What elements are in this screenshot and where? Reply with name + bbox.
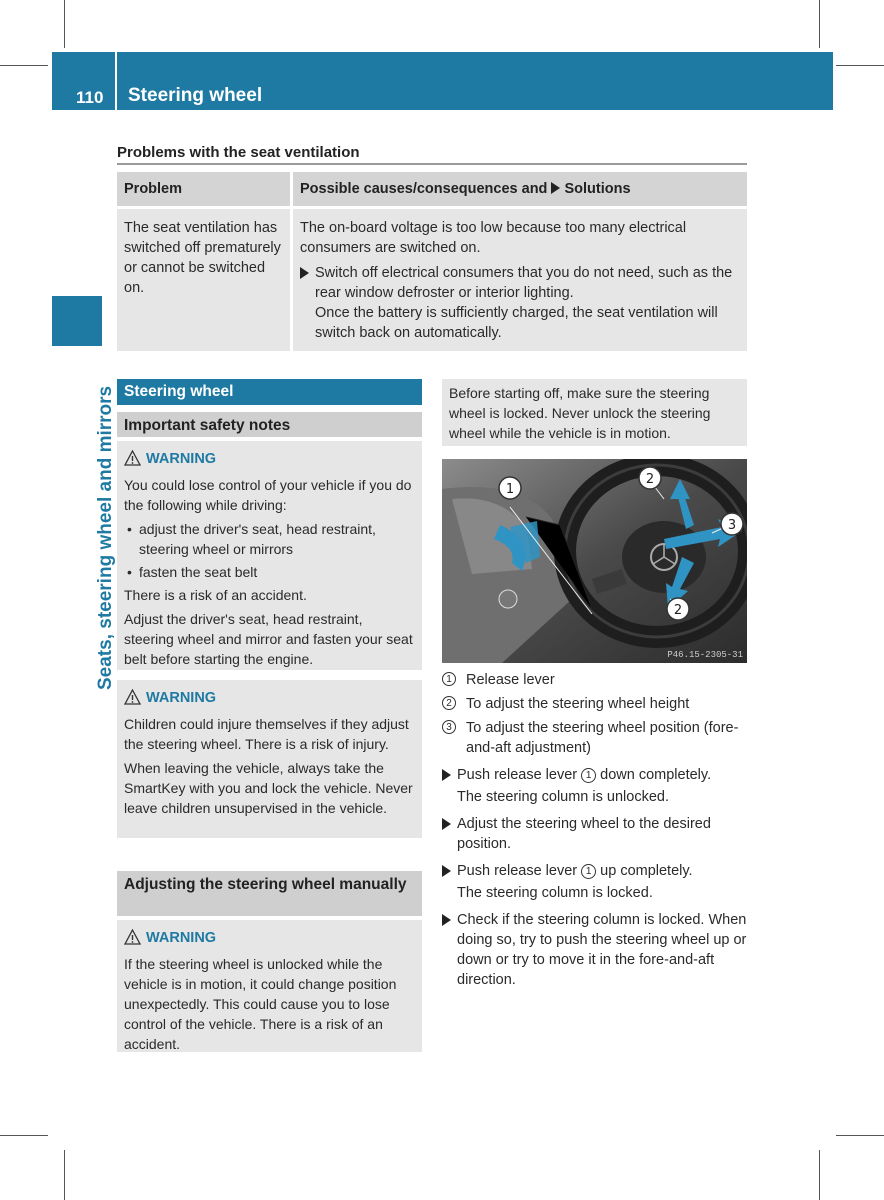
warning-box-children: [117, 680, 422, 838]
warning-box-unlocked: [117, 920, 422, 1052]
legend-item: [442, 718, 747, 758]
step-arrow-icon: [442, 914, 451, 926]
crop-mark: [819, 0, 820, 48]
step-result: The steering column is locked.: [457, 885, 653, 901]
instruction-step: [442, 861, 747, 903]
warning-label: WARNING: [146, 930, 217, 946]
step-text-end: up completely.: [600, 863, 693, 879]
step-arrow-icon: [442, 769, 451, 781]
solution-cell: [292, 208, 748, 352]
solution-note: Once the battery is sufficiently charged, the seat ventilation will switch back on automatically.: [315, 305, 718, 341]
instruction-step: [442, 910, 747, 990]
steering-wheel-heading: Steering wheel: [117, 379, 422, 405]
table-header-row: [117, 172, 747, 208]
step-arrow-icon: [442, 818, 451, 830]
step-text: Check if the steering column is locked. When doing so, try to push the steering wheel up or down or try to move it in the fore-and-aft direction.: [457, 912, 747, 988]
info-note: Before starting off, make sure the steering wheel is locked. Never unlock the steering wheel while the vehicle is in motion.: [442, 379, 747, 446]
list-item: • fasten the seat belt: [124, 562, 415, 582]
crop-mark: [819, 1150, 820, 1200]
cause-text: The on-board voltage is too low because too many electrical consumers are switched on.: [300, 220, 687, 256]
warning-triangle-icon: [124, 689, 146, 711]
svg-text:1: 1: [505, 482, 515, 497]
warning-box-driving: [117, 441, 422, 670]
solutions-label: Solutions: [564, 181, 631, 197]
svg-text:2: 2: [645, 472, 655, 487]
page-header: [52, 52, 833, 110]
step-arrow-icon: [442, 865, 451, 877]
callout-number: 1: [442, 672, 456, 686]
warning-text: If the steering wheel is unlocked while the vehicle is in motion, it could change position unexpectedly. This could cause you to lose control of the vehicle. There is a risk of an accident.: [124, 956, 397, 1052]
list-item: • adjust the driver's seat, head restraint, steering wheel or mirrors: [124, 519, 415, 559]
safety-notes-heading: Important safety notes: [117, 412, 422, 437]
warning-title: [124, 449, 415, 472]
step-arrow-icon: [300, 267, 309, 279]
warning-label: WARNING: [146, 451, 217, 467]
step-text: Push release lever: [457, 767, 578, 783]
step-text-end: down completely.: [600, 767, 712, 783]
warning-risk: There is a risk of an accident.: [124, 587, 307, 603]
crop-mark: [0, 65, 48, 66]
crop-mark: [64, 0, 65, 48]
table-row: [117, 208, 747, 352]
legend-item: [442, 670, 747, 690]
solution-text: Switch off electrical consumers that you do not need, such as the rear window defroster or interior lighting.: [315, 265, 733, 301]
ventilation-section-title: Problems with the seat ventilation: [117, 144, 360, 161]
warning-triangle-icon: [124, 450, 146, 472]
figure-code: P46.15-2305-31: [667, 650, 743, 660]
section-divider: [117, 163, 747, 165]
callout-number: 3: [442, 720, 456, 734]
warning-intro: You could lose control of your vehicle if you do the following while driving:: [124, 477, 412, 513]
solution-step: [300, 263, 740, 343]
svg-text:2: 2: [673, 603, 683, 618]
causes-label: Possible causes/consequences and: [300, 181, 548, 197]
manual-adjust-heading: Adjusting the steering wheel manually: [117, 871, 422, 916]
warning-action: Adjust the driver's seat, head restraint, steering wheel and mirror and fasten your seat belt before starting the engine.: [124, 611, 413, 667]
problem-cell: The seat ventilation has switched off prematurely or cannot be switched on.: [117, 208, 292, 352]
crop-mark: [836, 65, 884, 66]
legend-text: Release lever: [466, 672, 555, 688]
callout-number: 2: [442, 696, 456, 710]
column-header-causes: [292, 172, 748, 208]
page-number: 110: [76, 88, 104, 107]
step-text: Push release lever: [457, 863, 578, 879]
warning-title: [124, 928, 415, 951]
callout-number: 1: [581, 768, 596, 783]
column-header-problem: Problem: [117, 172, 292, 208]
warning-triangle-icon: [124, 929, 146, 951]
warning-text: Children could injure themselves if they adjust the steering wheel. There is a risk of injury.: [124, 716, 409, 752]
header-separator: [115, 52, 117, 110]
instruction-step: [442, 765, 747, 807]
arrow-right-icon: [551, 182, 560, 194]
step-result: The steering column is unlocked.: [457, 789, 669, 805]
legend-text: To adjust the steering wheel position (fore-and-aft adjustment): [466, 720, 739, 756]
step-text: Adjust the steering wheel to the desired position.: [457, 816, 711, 852]
ventilation-problem-table: [117, 172, 747, 351]
chapter-title: Steering wheel: [128, 85, 263, 106]
legend-item: [442, 694, 747, 714]
steering-wheel-illustration: [442, 459, 747, 663]
warning-label: WARNING: [146, 690, 217, 706]
steering-wheel-figure: [442, 459, 747, 663]
warning-action: When leaving the vehicle, always take the SmartKey with you and lock the vehicle. Never leave children unsupervised in the vehicle.: [124, 760, 413, 816]
instruction-step: [442, 814, 747, 854]
crop-mark: [64, 1150, 65, 1200]
legend-text: To adjust the steering wheel height: [466, 696, 690, 712]
warning-title: [124, 688, 415, 711]
side-chapter-title: Seats, steering wheel and mirrors: [95, 385, 116, 690]
svg-text:3: 3: [727, 518, 737, 533]
crop-mark: [836, 1135, 884, 1136]
crop-mark: [0, 1135, 48, 1136]
callout-number: 1: [581, 864, 596, 879]
figure-legend-and-steps: [442, 670, 747, 990]
